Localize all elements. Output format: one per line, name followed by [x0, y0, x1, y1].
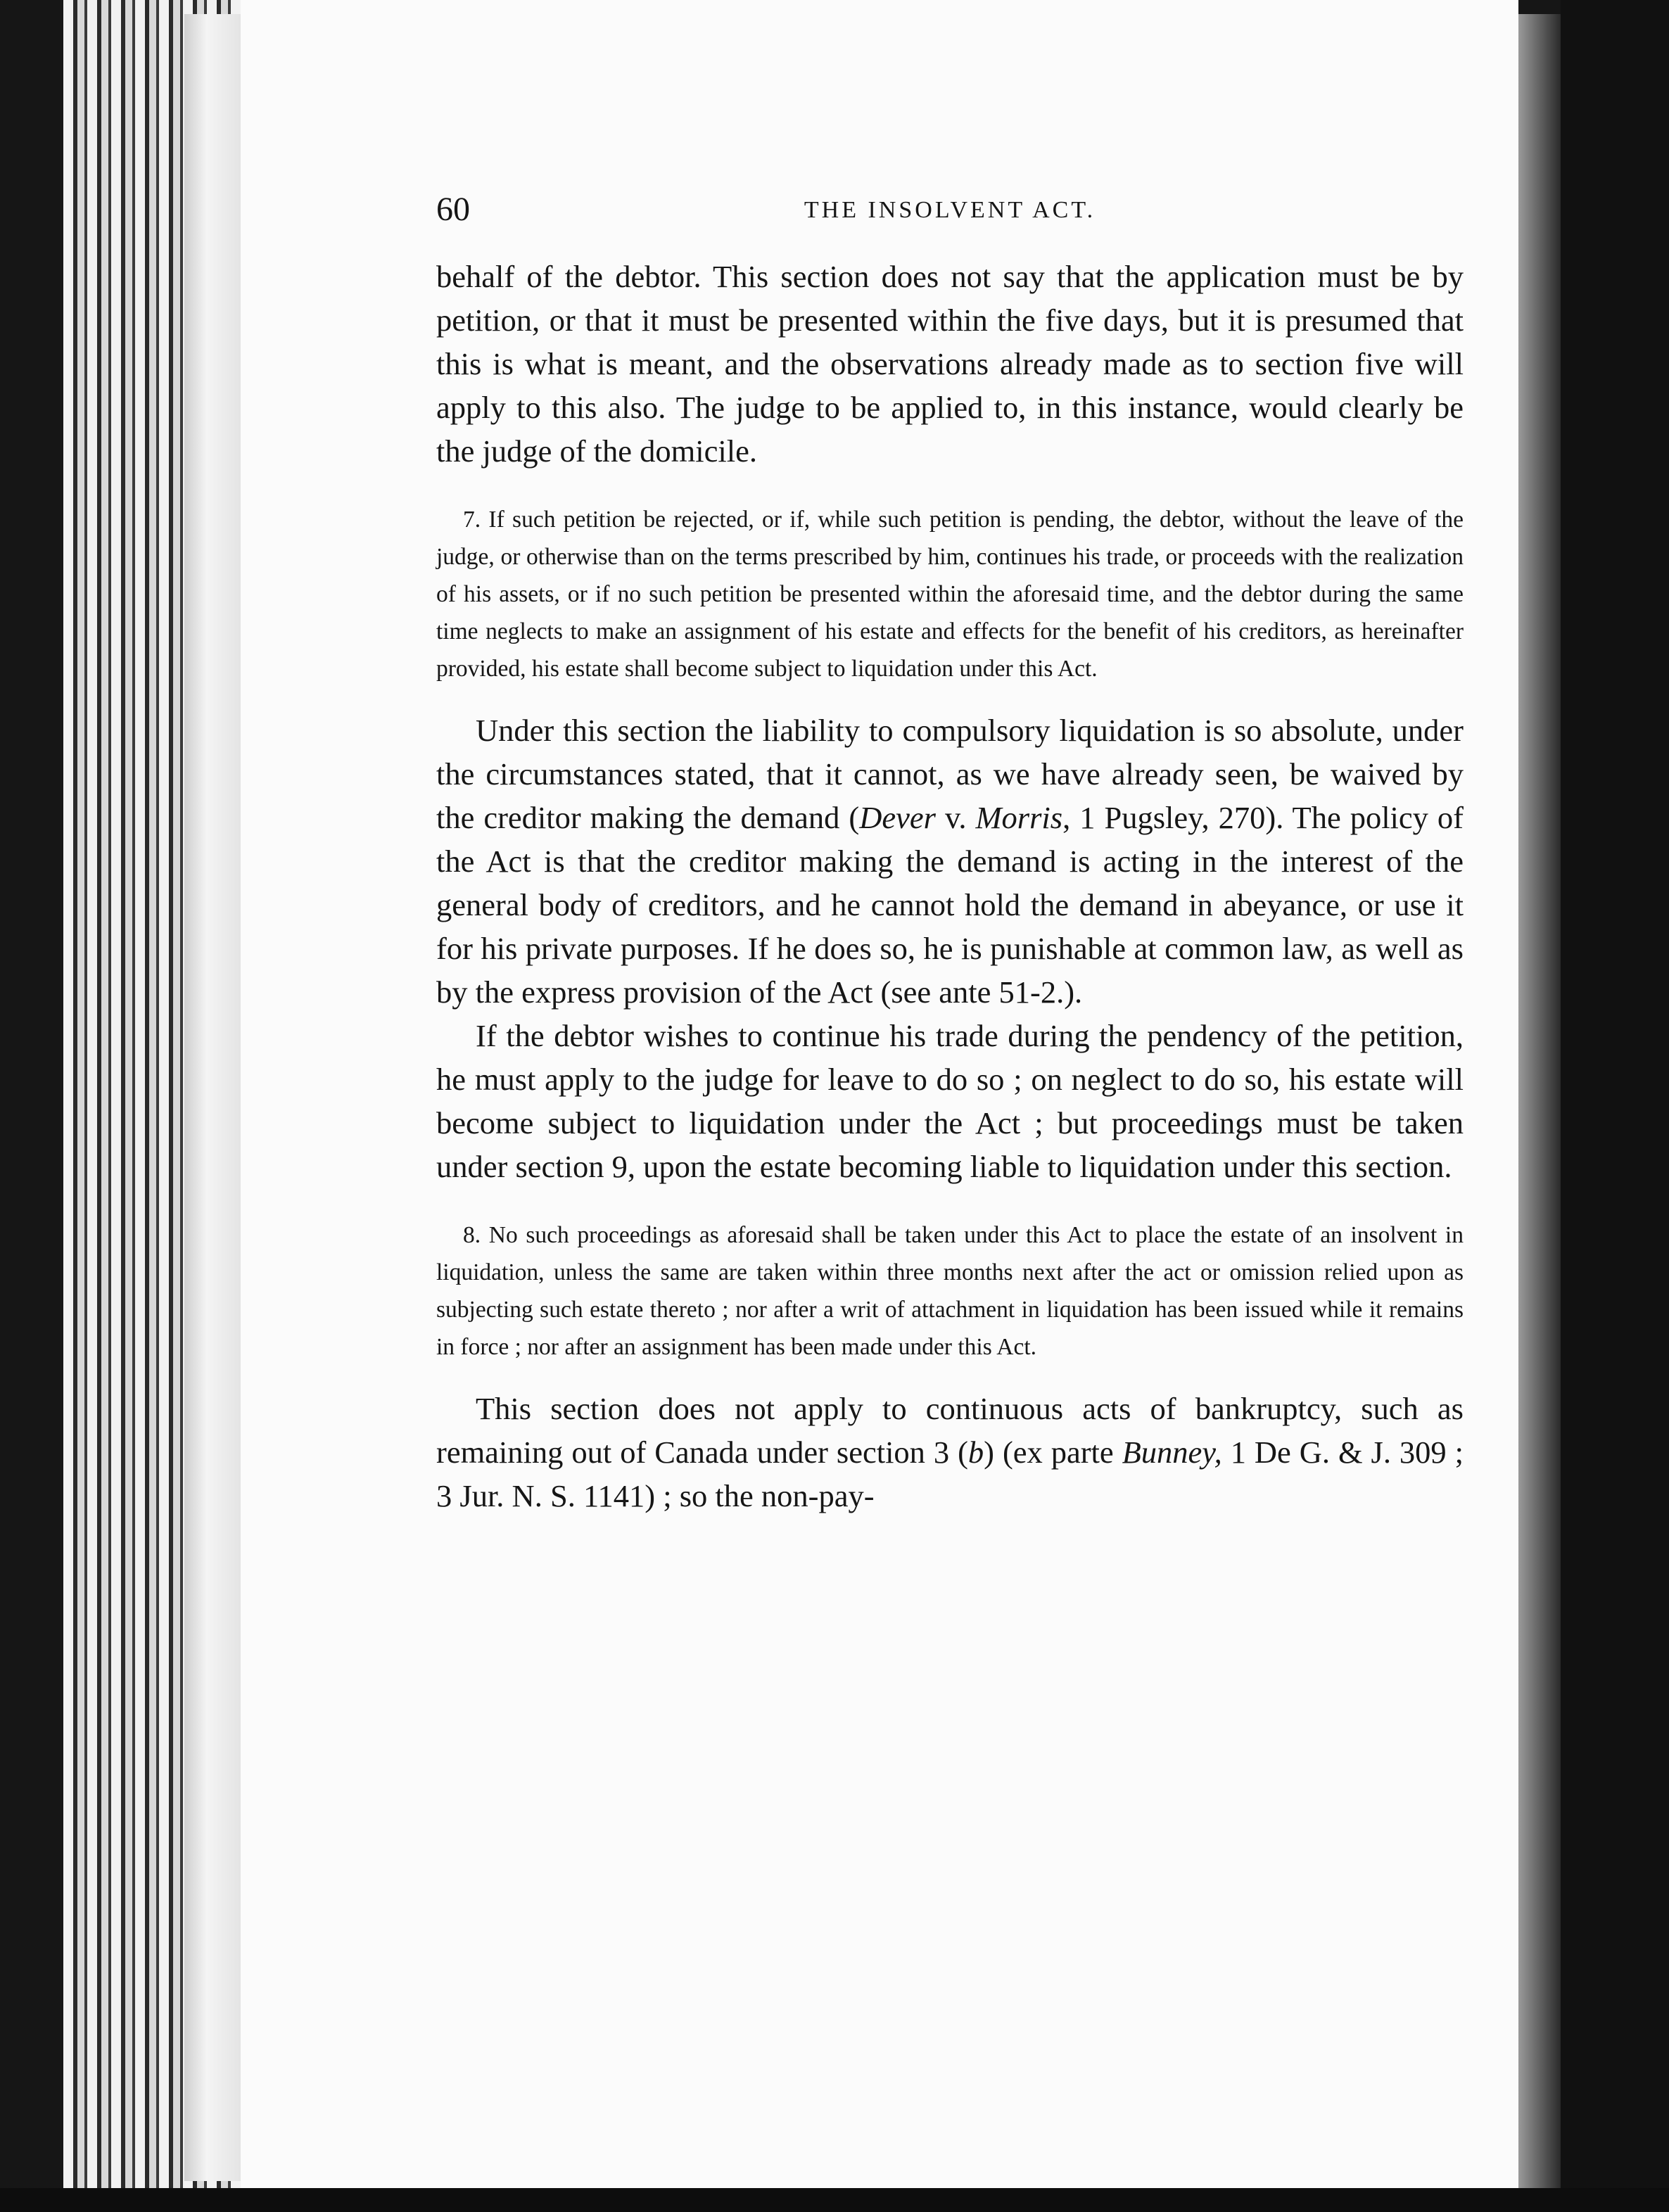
statute-section-8: 8. No such proceedings as aforesaid shall be taken under this Act to place the estate of an insolvent in liquidation, unless the same are taken within three months next after the act or omission relied upon as subjecting such estate thereto ; nor after a writ of attachment in liquidation has been issued while it remains in force ; nor after an assignment has been made under this Act.: [436, 1222, 1464, 1360]
text-run: v.: [935, 800, 976, 835]
text-run: 1 De G. & J. 309 ; 3 Jur. N. S. 1141) ; so the non-pay-: [436, 1435, 1464, 1513]
scan-dark-margin: [1561, 0, 1669, 2212]
page-stack-highlight: [184, 14, 241, 2181]
page-text-block: [436, 190, 1464, 1518]
running-title: THE INSOLVENT ACT.: [804, 197, 1096, 223]
text-run: This section does not apply to continuous acts of bankruptcy, such as remaining out of Canada under section 3 (: [436, 1391, 1464, 1470]
running-head: [436, 190, 1464, 239]
paragraph-commentary-7b: If the debtor wishes to continue his trade during the pendency of the petition, he must apply to the judge for leave to do so ; on neglect to do so, his estate will become subject to liquidation under the Act ; but proceedings must be taken under section 9, upon the estate becoming liable to liquidation under this section.: [436, 1018, 1464, 1184]
text-run: Under this section the liability to compulsory liquidation is so absolute, under the circumstances stated, that it cannot, as we have already seen, be waived by the creditor making the demand (: [436, 713, 1464, 835]
paragraph-commentary-8: [436, 1387, 1464, 1518]
text-run: , 1 Pugsley, 270). The policy of the Act is that the creditor making the demand is acting in the interest of the general body of creditors, and he cannot hold the demand in abeyance, or use it for his private purposes. If he does so, he is punishable at common law, as well as by the express provision of the Act (see ante 51-2.).: [436, 800, 1464, 1010]
scan-bottom-edge: [0, 2188, 1669, 2212]
text-run: ) (ex parte: [984, 1435, 1122, 1470]
case-name-bunney: Bunney,: [1122, 1435, 1222, 1470]
italic-b: b: [967, 1435, 984, 1470]
page-gutter-shadow: [1518, 14, 1561, 2195]
statute-section-7: 7. If such petition be rejected, or if, while such petition is pending, the debtor, without the leave of the judge, or otherwise than on the terms prescribed by him, continues his trade, or proceeds with the realization of his assets, or if no such petition be presented within the aforesaid time, and the debtor during the same time neglects to make an assignment of his estate and effects for the benefit of his creditors, as hereinafter provided, his estate shall become subject to liquidation under this Act.: [436, 507, 1464, 682]
paragraph-commentary-6: behalf of the debtor. This section does not say that the application must be by petition, or that it must be presented within the five days, but it is presumed that this is what is meant, and the observations already made as to section five will apply to this also. The judge to be applied to, in this instance, would clearly be the judge of the domicile.: [436, 259, 1464, 469]
page-number: 60: [436, 191, 470, 228]
case-name-morris: Morris: [975, 800, 1063, 835]
case-name-dever: Dever: [859, 800, 936, 835]
paragraph-commentary-7a: [436, 708, 1464, 1014]
